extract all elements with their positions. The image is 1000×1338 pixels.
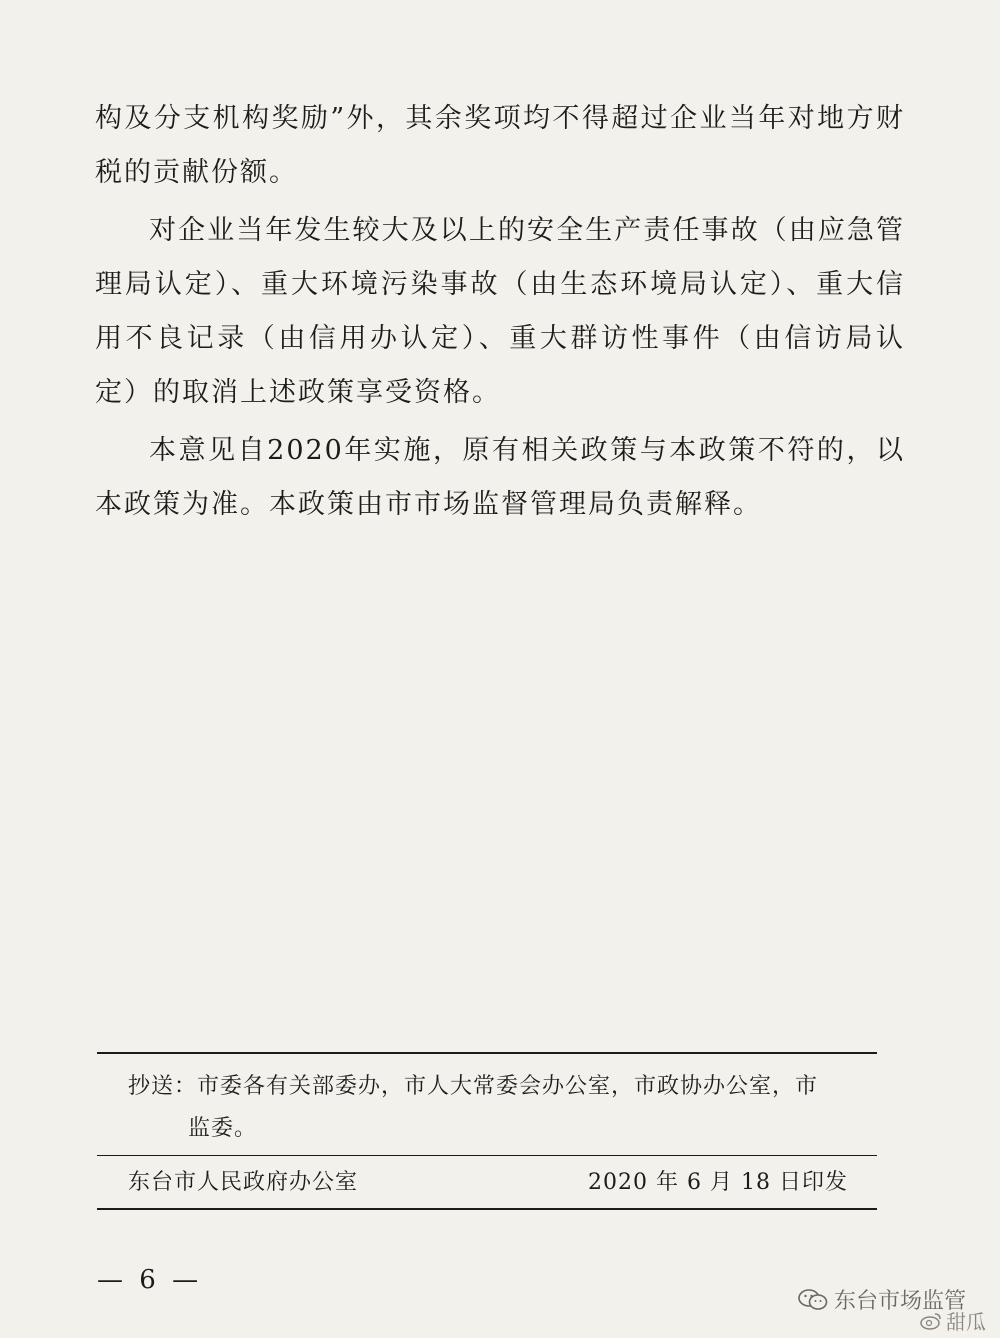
cc-line-2: 监委。 — [188, 1116, 258, 1141]
cc-block — [128, 1066, 873, 1150]
body-text — [95, 92, 905, 532]
page-number: — 6 — — [97, 1265, 203, 1295]
footer-rule-middle — [97, 1155, 877, 1156]
paragraph-2: 对企业当年发生较大及以上的安全生产责任事故（由应急管理局认定）、重大环境污染事故（由生态环境局认定）、重大信用不良记录（由信用办认定）、重大群访性事件（由信访局认定）的取消上述政策享受资格。 — [95, 215, 905, 408]
footer-rule-bottom — [97, 1208, 877, 1210]
wechat-icon — [798, 1289, 828, 1311]
footer-rule-top — [97, 1052, 877, 1054]
cc-line-1: 市委各有关部委办，市人大常委会办公室，市政协办公室，市 — [197, 1074, 819, 1099]
weibo-icon — [920, 1312, 942, 1330]
weibo-mark — [920, 1306, 986, 1335]
issuer: 东台市人民政府办公室 — [128, 1170, 359, 1195]
weibo-name: 甜瓜 — [946, 1310, 986, 1334]
issue-date: 2020 年 6 月 18 日印发 — [588, 1170, 848, 1195]
watermark-account: 东台市场监管 — [833, 1289, 966, 1314]
paragraph-1: 构及分支机构奖励”外，其余奖项均不得超过企业当年对地方财税的贡献份额。 — [95, 103, 905, 188]
cc-label: 抄送： — [128, 1074, 198, 1099]
paragraph-3: 本意见自2020年实施，原有相关政策与本政策不符的，以本政策为准。本政策由市市场监督管理局负责解释。 — [95, 435, 905, 520]
